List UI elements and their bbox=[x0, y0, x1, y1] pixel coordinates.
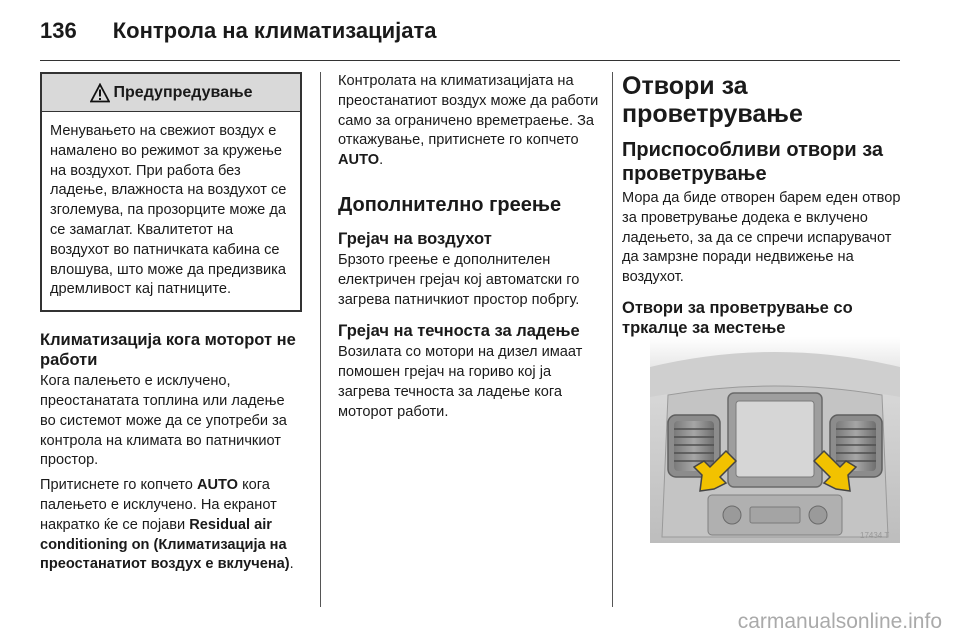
dashboard-vents-photo bbox=[650, 337, 900, 543]
figure-code: 17434 T bbox=[860, 531, 890, 540]
page-title: Контрола на климатизацијата bbox=[112, 18, 437, 43]
auto-label: AUTO bbox=[196, 477, 239, 494]
warning-title: Предупредување bbox=[113, 83, 253, 101]
text-fragment: Контролата на климатизацијата на преостанатиот воздух може да работи само за ограничено времетраење. За откажување, притиснете го копчето bbox=[338, 73, 599, 149]
warning-header bbox=[42, 74, 300, 112]
display-message: Residual air conditioning on (Климатизација на преостанатиот воздух е вклучена) bbox=[40, 516, 290, 573]
text-fragment: кога палењето е исклучено. На екранот накратко ќе се појави bbox=[40, 477, 277, 533]
heading-air-heater: Грејач на воздухот bbox=[338, 229, 492, 248]
paragraph-air-heater: Брзото греење е дополнителен електричен грејач кој автоматски го загрева патничкиот простор побргу. bbox=[338, 251, 580, 308]
auto-label: AUTO bbox=[338, 152, 380, 169]
heading-adjustable-vents: Приспособливи отвори за проветрување bbox=[622, 139, 884, 185]
page-number: 136 bbox=[40, 18, 77, 43]
warning-box bbox=[40, 72, 302, 312]
paragraph-auto-button bbox=[40, 476, 302, 575]
column-right bbox=[622, 72, 904, 338]
column-divider-1 bbox=[320, 72, 321, 607]
center-display bbox=[728, 393, 822, 487]
column-middle bbox=[338, 72, 604, 423]
control-panel bbox=[708, 495, 842, 535]
paragraph-residual-limit bbox=[338, 72, 604, 171]
paragraph-adjustable-vents: Мора да биде отворен барем еден отвор за проветрување додека е вклучено ладењето, за да се спречи испарувачот да замрзне поради недвижење на воздухот. bbox=[622, 190, 901, 286]
heading-air-vents: Отвори за проветрување bbox=[622, 72, 803, 128]
text-fragment: . bbox=[289, 556, 294, 573]
heading-additional-heating: Дополнително греење bbox=[338, 193, 562, 216]
text-fragment: Притиснете го копчето bbox=[40, 477, 197, 494]
column-divider-2 bbox=[612, 72, 613, 607]
heading-thumbwheel-vents: Отвори за проветрување со тркалце за местење bbox=[622, 298, 853, 337]
paragraph-residual-heat: Кога палењето е исклучено, преостанатата топлина или ладење во системот може да се употреби за контрола на климата во патничкиот простор. bbox=[40, 373, 287, 469]
warning-triangle-icon bbox=[90, 83, 110, 103]
warning-text: Менувањето на свежиот воздух е намалено во режимот за кружење на воздухот. При работа без ладење, влажноста на воздухот се зголемува, па прозорците може да се замаглат. Квалитетот на воздухот во патничката кабина се влошува, што може да предизвика дремливост кај патниците. bbox=[50, 123, 287, 298]
heading-coolant-heater: Грејач на течноста за ладење bbox=[338, 322, 580, 341]
heading-ac-engine-off: Климатизација кога моторот не работи bbox=[40, 331, 296, 370]
watermark: carmanualsonline.info bbox=[737, 610, 942, 633]
page-header bbox=[40, 18, 437, 48]
column-left bbox=[40, 72, 302, 575]
text-fragment: . bbox=[379, 152, 384, 169]
paragraph-coolant-heater: Возилата со мотори на дизел имаат помошен грејач на гориво кој ја загрева течноста за ладење кога моторот работи. bbox=[338, 344, 583, 420]
header-divider bbox=[40, 60, 900, 61]
